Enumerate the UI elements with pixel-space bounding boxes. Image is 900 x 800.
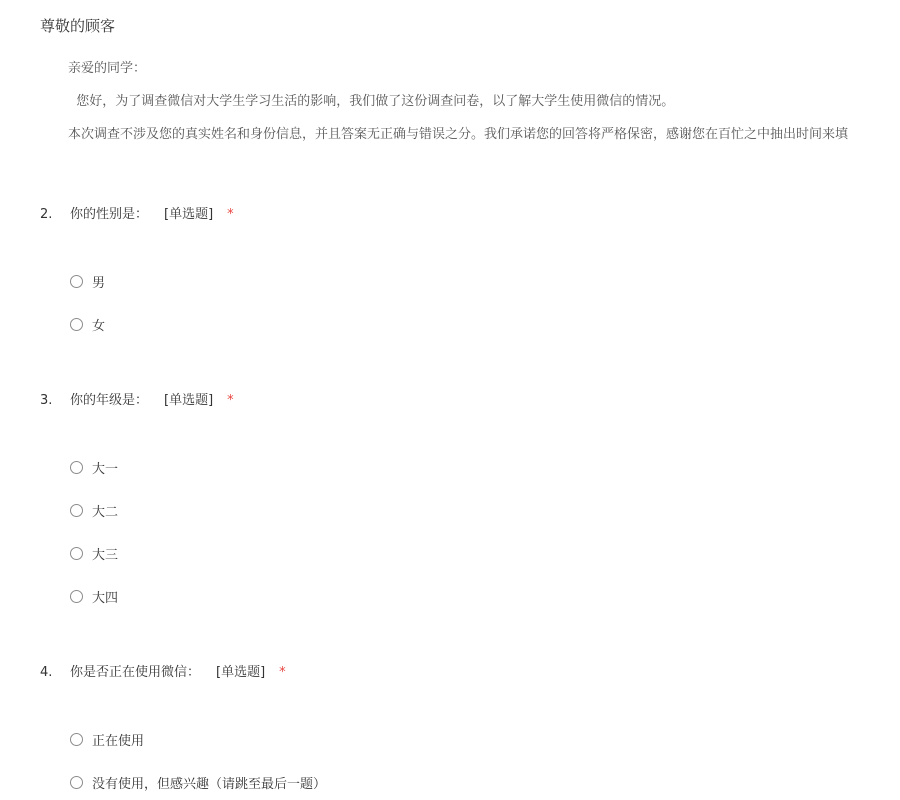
intro-text-purpose [68, 90, 674, 109]
option-label: 大二 [92, 504, 119, 520]
radio-button[interactable] [70, 547, 83, 560]
option-label: 正在使用 [92, 733, 145, 749]
question-type: [单选题] [164, 207, 214, 222]
radio-button[interactable] [70, 504, 83, 517]
question-text: 你的年级是： [70, 393, 149, 408]
required-mark: * [227, 207, 234, 222]
radio-button[interactable] [70, 590, 83, 603]
option-senior[interactable] [70, 587, 118, 605]
option-using[interactable] [70, 730, 144, 748]
option-label: 大三 [92, 547, 119, 563]
question-text: 你是否正在使用微信： [70, 665, 201, 680]
question-4-title [40, 661, 286, 680]
option-label: 男 [92, 275, 106, 291]
required-mark: * [279, 665, 286, 680]
intro-salutation: 亲爱的同学： [68, 61, 147, 76]
option-label: 大一 [92, 461, 119, 477]
option-junior[interactable] [70, 544, 118, 562]
question-text: 你的性别是： [70, 207, 149, 222]
intro-text-purpose-content: 您好，为了调查微信对大学生学习生活的影响，我们做了这份调查问卷，以了解大学生使用微信的情况。 [76, 94, 675, 109]
radio-button[interactable] [70, 461, 83, 474]
option-not-using-interested[interactable] [70, 773, 326, 791]
question-number: 2. [40, 207, 53, 222]
radio-button[interactable] [70, 275, 83, 288]
option-label: 大四 [92, 590, 119, 606]
question-type: [单选题] [164, 393, 214, 408]
question-2-title [40, 203, 234, 222]
option-sophomore[interactable] [70, 501, 118, 519]
option-freshman[interactable] [70, 458, 118, 476]
required-mark: * [227, 393, 234, 408]
radio-button[interactable] [70, 733, 83, 746]
question-number: 4. [40, 665, 53, 680]
question-number: 3. [40, 393, 53, 408]
option-label: 没有使用，但感兴趣（请跳至最后一题） [92, 776, 327, 792]
question-3-title [40, 389, 234, 408]
radio-button[interactable] [70, 318, 83, 331]
option-female[interactable] [70, 315, 105, 333]
page-title: 尊敬的顾客 [40, 17, 116, 35]
option-male[interactable] [70, 272, 105, 290]
question-type: [单选题] [216, 665, 266, 680]
option-label: 女 [92, 318, 106, 334]
radio-button[interactable] [70, 776, 83, 789]
intro-text-privacy: 本次调查不涉及您的真实姓名和身份信息，并且答案无正确与错误之分。我们承诺您的回答将严格保密，感谢您在百忙之中抽出时间来填 [68, 127, 849, 142]
